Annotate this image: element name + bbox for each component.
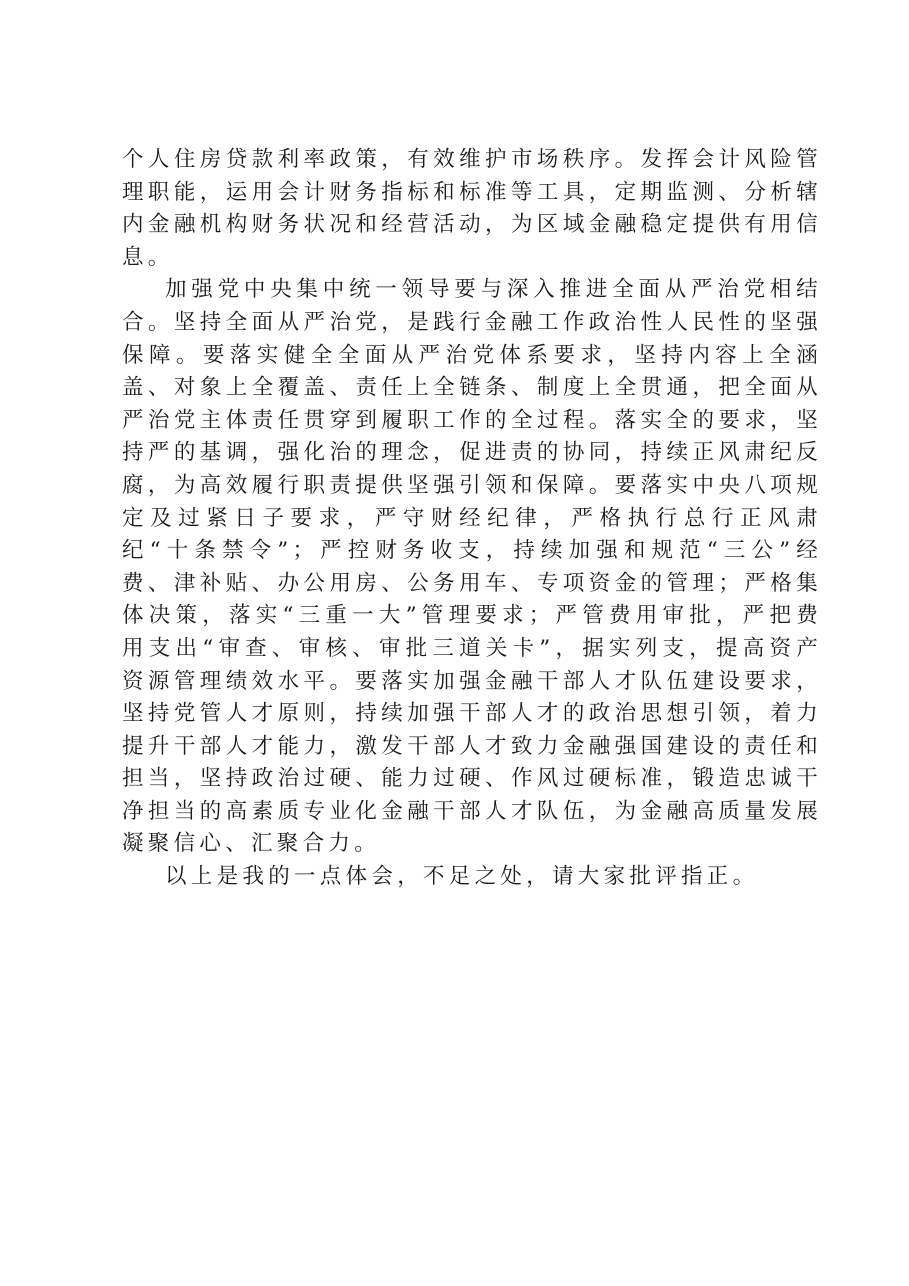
paragraph-party-leadership: 加强党中央集中统一领导要与深入推进全面从严治党相结合。坚持全面从严治党，是践行金融工作政治性人民性的坚强保障。要落实健全全面从严治党体系要求，坚持内容上全涵盖、对象上全覆盖、责任上全链条、制度上全贯通，把全面从严治党主体责任贯穿到履职工作的全过程。落实全的要求，坚持严的基调，强化治的理念，促进责的协同，持续正风肃纪反腐，为高效履行职责提供坚强引领和保障。要落实中央八项规定及过紧日子要求，严守财经纪律，严格执行总行正风肃纪“十条禁令”；严控财务收支，持续加强和规范“三公”经费、津补贴、办公用房、公务用车、专项资金的管理；严格集体决策，落实“三重一大”管理要求；严管费用审批，严把费用支出“审查、审核、审批三道关卡”，据实列支，提高资产资源管理绩效水平。要落实加强金融干部人才队伍建设要求，坚持党管人才原则，持续加强干部人才的政治思想引领，着力提升干部人才能力，激发干部人才致力金融强国建设的责任和担当，坚持政治过硬、能力过硬、作风过硬标准，锻造忠诚干净担当的高素质专业化金融干部人才队伍，为金融高质量发展凝聚信心、汇聚合力。 <box>122 277 822 857</box>
paragraph-continuation: 个人住房贷款利率政策，有效维护市场秩序。发挥会计风险管理职能，运用会计财务指标和标准等工具，定期监测、分析辖内金融机构财务状况和经营活动，为区域金融稳定提供有用信息。 <box>122 147 822 270</box>
document-body <box>122 144 822 894</box>
paragraph-closing: 以上是我的一点体会，不足之处，请大家批评指正。 <box>165 864 759 890</box>
